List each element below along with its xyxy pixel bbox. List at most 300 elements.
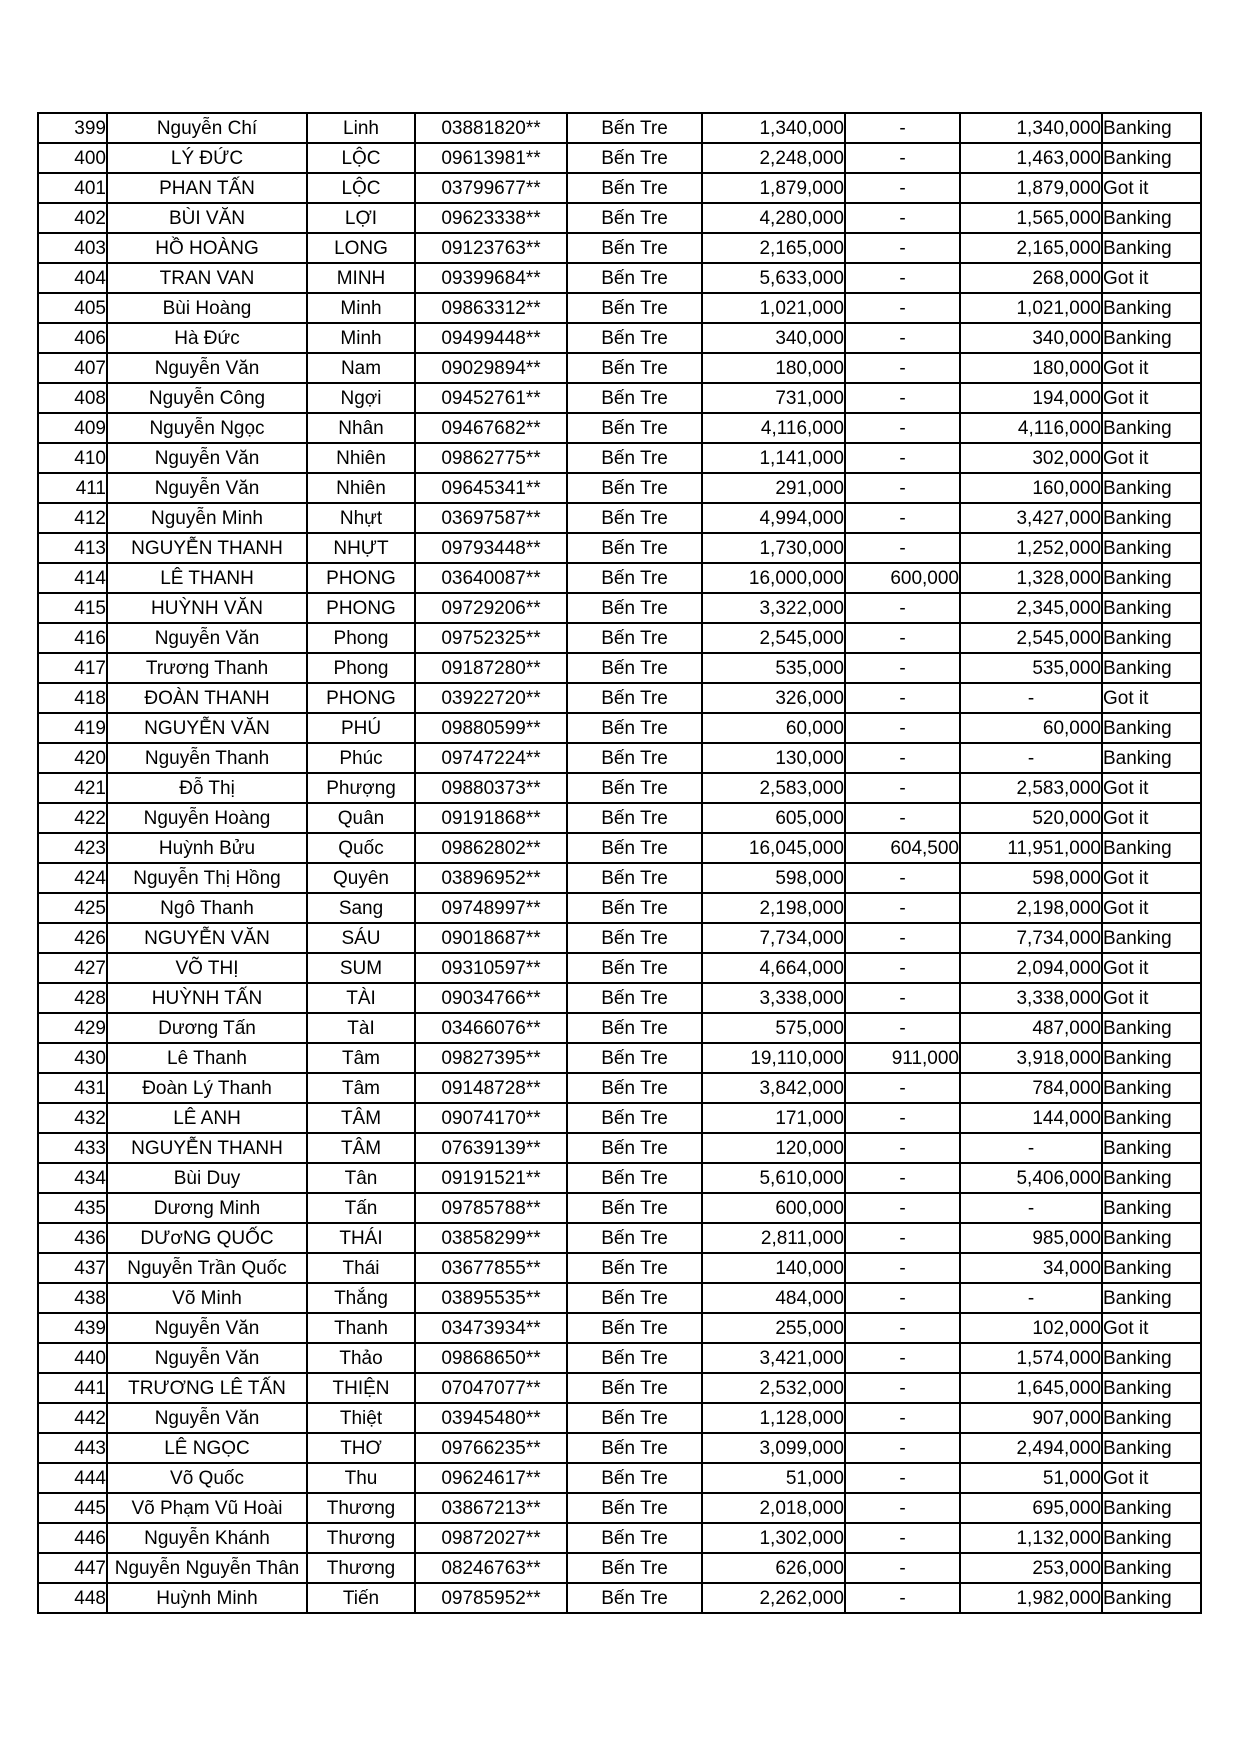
- amount3-cell: 102,000: [960, 1313, 1102, 1343]
- row-number-cell: 429: [38, 1013, 107, 1043]
- amount1-cell: 120,000: [702, 1133, 845, 1163]
- last-name-cell: Phúc: [307, 743, 415, 773]
- province-cell: Bến Tre: [567, 1013, 702, 1043]
- table-row: [38, 1073, 1201, 1103]
- row-number-cell: 406: [38, 323, 107, 353]
- row-number-cell: 433: [38, 1133, 107, 1163]
- row-number-cell: 421: [38, 773, 107, 803]
- first-name-cell: Nguyễn Thanh: [107, 743, 307, 773]
- first-name-cell: NGUYỄN THANH: [107, 1133, 307, 1163]
- phone-cell: 09074170**: [415, 1103, 567, 1133]
- status-cell: Got it: [1102, 803, 1201, 833]
- status-cell: Got it: [1102, 443, 1201, 473]
- row-number-cell: 400: [38, 143, 107, 173]
- province-cell: Bến Tre: [567, 923, 702, 953]
- last-name-cell: Thái: [307, 1253, 415, 1283]
- first-name-cell: Võ Phạm Vũ Hoài: [107, 1493, 307, 1523]
- row-number-cell: 443: [38, 1433, 107, 1463]
- table-row: [38, 1103, 1201, 1133]
- last-name-cell: TÀI: [307, 983, 415, 1013]
- amount1-cell: 3,842,000: [702, 1073, 845, 1103]
- row-number-cell: 435: [38, 1193, 107, 1223]
- row-number-cell: 425: [38, 893, 107, 923]
- first-name-cell: Nguyễn Văn: [107, 1403, 307, 1433]
- phone-cell: 03922720**: [415, 683, 567, 713]
- first-name-cell: Hà Đức: [107, 323, 307, 353]
- amount2-cell: -: [845, 473, 960, 503]
- last-name-cell: LONG: [307, 233, 415, 263]
- first-name-cell: Võ Quốc: [107, 1463, 307, 1493]
- last-name-cell: Phượng: [307, 773, 415, 803]
- last-name-cell: Nhựt: [307, 503, 415, 533]
- amount3-cell: 2,583,000: [960, 773, 1102, 803]
- amount3-cell: -: [960, 1193, 1102, 1223]
- status-cell: Banking: [1102, 1553, 1201, 1583]
- amount2-cell: -: [845, 113, 960, 143]
- amount3-cell: 51,000: [960, 1463, 1102, 1493]
- amount2-cell: -: [845, 503, 960, 533]
- table-row: [38, 1283, 1201, 1313]
- table-row: [38, 1013, 1201, 1043]
- province-cell: Bến Tre: [567, 1583, 702, 1613]
- amount2-cell: -: [845, 443, 960, 473]
- province-cell: Bến Tre: [567, 623, 702, 653]
- table-row: [38, 1193, 1201, 1223]
- first-name-cell: Nguyễn Chí: [107, 113, 307, 143]
- phone-cell: 09872027**: [415, 1523, 567, 1553]
- amount3-cell: 340,000: [960, 323, 1102, 353]
- first-name-cell: Lê Thanh: [107, 1043, 307, 1073]
- first-name-cell: LÊ THANH: [107, 563, 307, 593]
- status-cell: Banking: [1102, 1163, 1201, 1193]
- phone-cell: 08246763**: [415, 1553, 567, 1583]
- last-name-cell: Thương: [307, 1553, 415, 1583]
- amount1-cell: 326,000: [702, 683, 845, 713]
- amount2-cell: -: [845, 413, 960, 443]
- amount1-cell: 5,610,000: [702, 1163, 845, 1193]
- table-row: [38, 1223, 1201, 1253]
- amount3-cell: 3,427,000: [960, 503, 1102, 533]
- last-name-cell: Tân: [307, 1163, 415, 1193]
- last-name-cell: Thương: [307, 1493, 415, 1523]
- first-name-cell: LÝ ĐỨC: [107, 143, 307, 173]
- amount1-cell: 19,110,000: [702, 1043, 845, 1073]
- table-row: [38, 863, 1201, 893]
- amount2-cell: -: [845, 533, 960, 563]
- amount1-cell: 2,583,000: [702, 773, 845, 803]
- status-cell: Banking: [1102, 713, 1201, 743]
- amount3-cell: 1,565,000: [960, 203, 1102, 233]
- first-name-cell: Dương Tấn: [107, 1013, 307, 1043]
- status-cell: Banking: [1102, 233, 1201, 263]
- last-name-cell: Thương: [307, 1523, 415, 1553]
- amount3-cell: 1,645,000: [960, 1373, 1102, 1403]
- amount2-cell: -: [845, 353, 960, 383]
- row-number-cell: 428: [38, 983, 107, 1013]
- last-name-cell: PHÚ: [307, 713, 415, 743]
- phone-cell: 09863312**: [415, 293, 567, 323]
- province-cell: Bến Tre: [567, 713, 702, 743]
- amount3-cell: 253,000: [960, 1553, 1102, 1583]
- amount1-cell: 600,000: [702, 1193, 845, 1223]
- status-cell: Got it: [1102, 353, 1201, 383]
- amount3-cell: 2,198,000: [960, 893, 1102, 923]
- amount2-cell: -: [845, 1103, 960, 1133]
- table-row: [38, 533, 1201, 563]
- phone-cell: 09148728**: [415, 1073, 567, 1103]
- phone-cell: 09452761**: [415, 383, 567, 413]
- last-name-cell: LỘC: [307, 173, 415, 203]
- amount3-cell: 1,021,000: [960, 293, 1102, 323]
- amount1-cell: 1,879,000: [702, 173, 845, 203]
- amount3-cell: 1,340,000: [960, 113, 1102, 143]
- row-number-cell: 416: [38, 623, 107, 653]
- status-cell: Banking: [1102, 1493, 1201, 1523]
- status-cell: Banking: [1102, 113, 1201, 143]
- table-body: [38, 113, 1201, 1613]
- province-cell: Bến Tre: [567, 353, 702, 383]
- status-cell: Banking: [1102, 1253, 1201, 1283]
- last-name-cell: Sang: [307, 893, 415, 923]
- table-row: [38, 1043, 1201, 1073]
- phone-cell: 09862775**: [415, 443, 567, 473]
- phone-cell: 09827395**: [415, 1043, 567, 1073]
- amount3-cell: 144,000: [960, 1103, 1102, 1133]
- table-row: [38, 1343, 1201, 1373]
- amount3-cell: 268,000: [960, 263, 1102, 293]
- amount3-cell: 695,000: [960, 1493, 1102, 1523]
- row-number-cell: 437: [38, 1253, 107, 1283]
- first-name-cell: Đoàn Lý Thanh: [107, 1073, 307, 1103]
- amount1-cell: 2,198,000: [702, 893, 845, 923]
- row-number-cell: 444: [38, 1463, 107, 1493]
- province-cell: Bến Tre: [567, 773, 702, 803]
- row-number-cell: 420: [38, 743, 107, 773]
- table-row: [38, 233, 1201, 263]
- first-name-cell: NGUYỄN VĂN: [107, 713, 307, 743]
- row-number-cell: 422: [38, 803, 107, 833]
- amount1-cell: 7,734,000: [702, 923, 845, 953]
- last-name-cell: SÁU: [307, 923, 415, 953]
- last-name-cell: Nhiên: [307, 473, 415, 503]
- province-cell: Bến Tre: [567, 653, 702, 683]
- province-cell: Bến Tre: [567, 143, 702, 173]
- first-name-cell: Trương Thanh: [107, 653, 307, 683]
- row-number-cell: 438: [38, 1283, 107, 1313]
- status-cell: Got it: [1102, 1463, 1201, 1493]
- amount2-cell: -: [845, 1553, 960, 1583]
- amount1-cell: 16,000,000: [702, 563, 845, 593]
- amount1-cell: 2,262,000: [702, 1583, 845, 1613]
- status-cell: Got it: [1102, 893, 1201, 923]
- amount1-cell: 1,128,000: [702, 1403, 845, 1433]
- amount3-cell: 2,545,000: [960, 623, 1102, 653]
- amount2-cell: -: [845, 713, 960, 743]
- phone-cell: 09187280**: [415, 653, 567, 683]
- row-number-cell: 442: [38, 1403, 107, 1433]
- province-cell: Bến Tre: [567, 413, 702, 443]
- phone-cell: 09880599**: [415, 713, 567, 743]
- amount2-cell: -: [845, 173, 960, 203]
- province-cell: Bến Tre: [567, 443, 702, 473]
- status-cell: Got it: [1102, 383, 1201, 413]
- table-row: [38, 413, 1201, 443]
- amount3-cell: 160,000: [960, 473, 1102, 503]
- last-name-cell: Thắng: [307, 1283, 415, 1313]
- amount2-cell: -: [845, 323, 960, 353]
- amount3-cell: 2,094,000: [960, 953, 1102, 983]
- status-cell: Banking: [1102, 593, 1201, 623]
- last-name-cell: Ngợi: [307, 383, 415, 413]
- phone-cell: 03867213**: [415, 1493, 567, 1523]
- row-number-cell: 430: [38, 1043, 107, 1073]
- amount1-cell: 180,000: [702, 353, 845, 383]
- amount3-cell: 487,000: [960, 1013, 1102, 1043]
- row-number-cell: 423: [38, 833, 107, 863]
- amount2-cell: -: [845, 203, 960, 233]
- table-row: [38, 1163, 1201, 1193]
- table-row: [38, 473, 1201, 503]
- last-name-cell: Nhiên: [307, 443, 415, 473]
- status-cell: Banking: [1102, 1133, 1201, 1163]
- status-cell: Banking: [1102, 1403, 1201, 1433]
- amount2-cell: -: [845, 923, 960, 953]
- status-cell: Banking: [1102, 533, 1201, 563]
- phone-cell: 09785788**: [415, 1193, 567, 1223]
- phone-cell: 03466076**: [415, 1013, 567, 1043]
- amount3-cell: 1,982,000: [960, 1583, 1102, 1613]
- province-cell: Bến Tre: [567, 1043, 702, 1073]
- last-name-cell: MINH: [307, 263, 415, 293]
- province-cell: Bến Tre: [567, 113, 702, 143]
- last-name-cell: LỢI: [307, 203, 415, 233]
- first-name-cell: Võ Minh: [107, 1283, 307, 1313]
- table-row: [38, 713, 1201, 743]
- amount3-cell: 520,000: [960, 803, 1102, 833]
- phone-cell: 09747224**: [415, 743, 567, 773]
- row-number-cell: 426: [38, 923, 107, 953]
- province-cell: Bến Tre: [567, 1253, 702, 1283]
- amount2-cell: -: [845, 953, 960, 983]
- phone-cell: 09499448**: [415, 323, 567, 353]
- phone-cell: 09862802**: [415, 833, 567, 863]
- last-name-cell: Tấn: [307, 1193, 415, 1223]
- amount2-cell: -: [845, 1193, 960, 1223]
- amount3-cell: 985,000: [960, 1223, 1102, 1253]
- status-cell: Banking: [1102, 1073, 1201, 1103]
- first-name-cell: ĐOÀN THANH: [107, 683, 307, 713]
- phone-cell: 09018687**: [415, 923, 567, 953]
- amount3-cell: 784,000: [960, 1073, 1102, 1103]
- amount1-cell: 4,994,000: [702, 503, 845, 533]
- status-cell: Banking: [1102, 293, 1201, 323]
- table-row: [38, 383, 1201, 413]
- amount2-cell: -: [845, 1283, 960, 1313]
- amount2-cell: -: [845, 1493, 960, 1523]
- province-cell: Bến Tre: [567, 1163, 702, 1193]
- first-name-cell: LÊ NGỌC: [107, 1433, 307, 1463]
- phone-cell: 09399684**: [415, 263, 567, 293]
- phone-cell: 09748997**: [415, 893, 567, 923]
- table-row: [38, 833, 1201, 863]
- phone-cell: 09034766**: [415, 983, 567, 1013]
- first-name-cell: Nguyễn Nguyễn Thân: [107, 1553, 307, 1583]
- amount3-cell: -: [960, 1283, 1102, 1313]
- phone-cell: 09029894**: [415, 353, 567, 383]
- table-row: [38, 323, 1201, 353]
- province-cell: Bến Tre: [567, 1073, 702, 1103]
- first-name-cell: Nguyễn Văn: [107, 1313, 307, 1343]
- amount1-cell: 605,000: [702, 803, 845, 833]
- amount2-cell: -: [845, 1433, 960, 1463]
- row-number-cell: 432: [38, 1103, 107, 1133]
- table-row: [38, 1373, 1201, 1403]
- amount2-cell: -: [845, 1223, 960, 1253]
- amount1-cell: 2,545,000: [702, 623, 845, 653]
- first-name-cell: Nguyễn Văn: [107, 623, 307, 653]
- province-cell: Bến Tre: [567, 1403, 702, 1433]
- last-name-cell: Tâm: [307, 1043, 415, 1073]
- status-cell: Got it: [1102, 983, 1201, 1013]
- row-number-cell: 415: [38, 593, 107, 623]
- status-cell: Got it: [1102, 773, 1201, 803]
- last-name-cell: Tâm: [307, 1073, 415, 1103]
- last-name-cell: Phong: [307, 623, 415, 653]
- amount3-cell: 1,463,000: [960, 143, 1102, 173]
- table-row: [38, 1523, 1201, 1553]
- status-cell: Banking: [1102, 473, 1201, 503]
- row-number-cell: 448: [38, 1583, 107, 1613]
- last-name-cell: Tiến: [307, 1583, 415, 1613]
- row-number-cell: 436: [38, 1223, 107, 1253]
- province-cell: Bến Tre: [567, 803, 702, 833]
- first-name-cell: Nguyễn Văn: [107, 1343, 307, 1373]
- first-name-cell: NGUYỄN THANH: [107, 533, 307, 563]
- last-name-cell: TÂM: [307, 1103, 415, 1133]
- first-name-cell: DƯơNG QUỐC: [107, 1223, 307, 1253]
- province-cell: Bến Tre: [567, 1553, 702, 1583]
- phone-cell: 03473934**: [415, 1313, 567, 1343]
- province-cell: Bến Tre: [567, 203, 702, 233]
- phone-cell: 09766235**: [415, 1433, 567, 1463]
- province-cell: Bến Tre: [567, 593, 702, 623]
- status-cell: Banking: [1102, 203, 1201, 233]
- amount2-cell: -: [845, 1163, 960, 1193]
- phone-cell: 03858299**: [415, 1223, 567, 1253]
- row-number-cell: 439: [38, 1313, 107, 1343]
- province-cell: Bến Tre: [567, 1223, 702, 1253]
- province-cell: Bến Tre: [567, 563, 702, 593]
- province-cell: Bến Tre: [567, 1373, 702, 1403]
- status-cell: Banking: [1102, 1373, 1201, 1403]
- first-name-cell: Nguyễn Minh: [107, 503, 307, 533]
- row-number-cell: 413: [38, 533, 107, 563]
- amount1-cell: 731,000: [702, 383, 845, 413]
- amount3-cell: 907,000: [960, 1403, 1102, 1433]
- amount1-cell: 3,099,000: [702, 1433, 845, 1463]
- table-row: [38, 773, 1201, 803]
- first-name-cell: Bùi Duy: [107, 1163, 307, 1193]
- amount1-cell: 2,248,000: [702, 143, 845, 173]
- province-cell: Bến Tre: [567, 893, 702, 923]
- amount1-cell: 575,000: [702, 1013, 845, 1043]
- amount2-cell: -: [845, 1253, 960, 1283]
- phone-cell: 03640087**: [415, 563, 567, 593]
- amount1-cell: 16,045,000: [702, 833, 845, 863]
- last-name-cell: THƠ: [307, 1433, 415, 1463]
- first-name-cell: Nguyễn Công: [107, 383, 307, 413]
- first-name-cell: Nguyễn Hoàng: [107, 803, 307, 833]
- amount3-cell: 7,734,000: [960, 923, 1102, 953]
- amount1-cell: 1,302,000: [702, 1523, 845, 1553]
- first-name-cell: BÙI VĂN: [107, 203, 307, 233]
- amount1-cell: 1,340,000: [702, 113, 845, 143]
- first-name-cell: Nguyễn Văn: [107, 443, 307, 473]
- table-row: [38, 953, 1201, 983]
- amount1-cell: 5,633,000: [702, 263, 845, 293]
- first-name-cell: HUỲNH VĂN: [107, 593, 307, 623]
- phone-cell: 09729206**: [415, 593, 567, 623]
- row-number-cell: 408: [38, 383, 107, 413]
- province-cell: Bến Tre: [567, 1523, 702, 1553]
- last-name-cell: Thiệt: [307, 1403, 415, 1433]
- province-cell: Bến Tre: [567, 293, 702, 323]
- last-name-cell: Nhân: [307, 413, 415, 443]
- status-cell: Banking: [1102, 653, 1201, 683]
- table-row: [38, 653, 1201, 683]
- phone-cell: 09123763**: [415, 233, 567, 263]
- table-row: [38, 803, 1201, 833]
- table-row: [38, 263, 1201, 293]
- status-cell: Banking: [1102, 413, 1201, 443]
- table-row: [38, 1253, 1201, 1283]
- amount2-cell: -: [845, 983, 960, 1013]
- status-cell: Banking: [1102, 623, 1201, 653]
- status-cell: Got it: [1102, 683, 1201, 713]
- last-name-cell: Thu: [307, 1463, 415, 1493]
- phone-cell: 09191521**: [415, 1163, 567, 1193]
- last-name-cell: Quyên: [307, 863, 415, 893]
- amount1-cell: 2,532,000: [702, 1373, 845, 1403]
- status-cell: Got it: [1102, 173, 1201, 203]
- phone-cell: 09793448**: [415, 533, 567, 563]
- phone-cell: 09191868**: [415, 803, 567, 833]
- province-cell: Bến Tre: [567, 1313, 702, 1343]
- status-cell: Got it: [1102, 1313, 1201, 1343]
- amount3-cell: 535,000: [960, 653, 1102, 683]
- row-number-cell: 412: [38, 503, 107, 533]
- status-cell: Banking: [1102, 503, 1201, 533]
- amount1-cell: 1,141,000: [702, 443, 845, 473]
- table-row: [38, 1433, 1201, 1463]
- row-number-cell: 441: [38, 1373, 107, 1403]
- province-cell: Bến Tre: [567, 503, 702, 533]
- amount3-cell: 1,132,000: [960, 1523, 1102, 1553]
- amount1-cell: 60,000: [702, 713, 845, 743]
- amount2-cell: -: [845, 653, 960, 683]
- table-row: [38, 743, 1201, 773]
- amount2-cell: -: [845, 1403, 960, 1433]
- last-name-cell: PHONG: [307, 683, 415, 713]
- row-number-cell: 407: [38, 353, 107, 383]
- row-number-cell: 427: [38, 953, 107, 983]
- province-cell: Bến Tre: [567, 1433, 702, 1463]
- table-row: [38, 593, 1201, 623]
- first-name-cell: Nguyễn Văn: [107, 473, 307, 503]
- phone-cell: 03896952**: [415, 863, 567, 893]
- last-name-cell: Thảo: [307, 1343, 415, 1373]
- table-row: [38, 1583, 1201, 1613]
